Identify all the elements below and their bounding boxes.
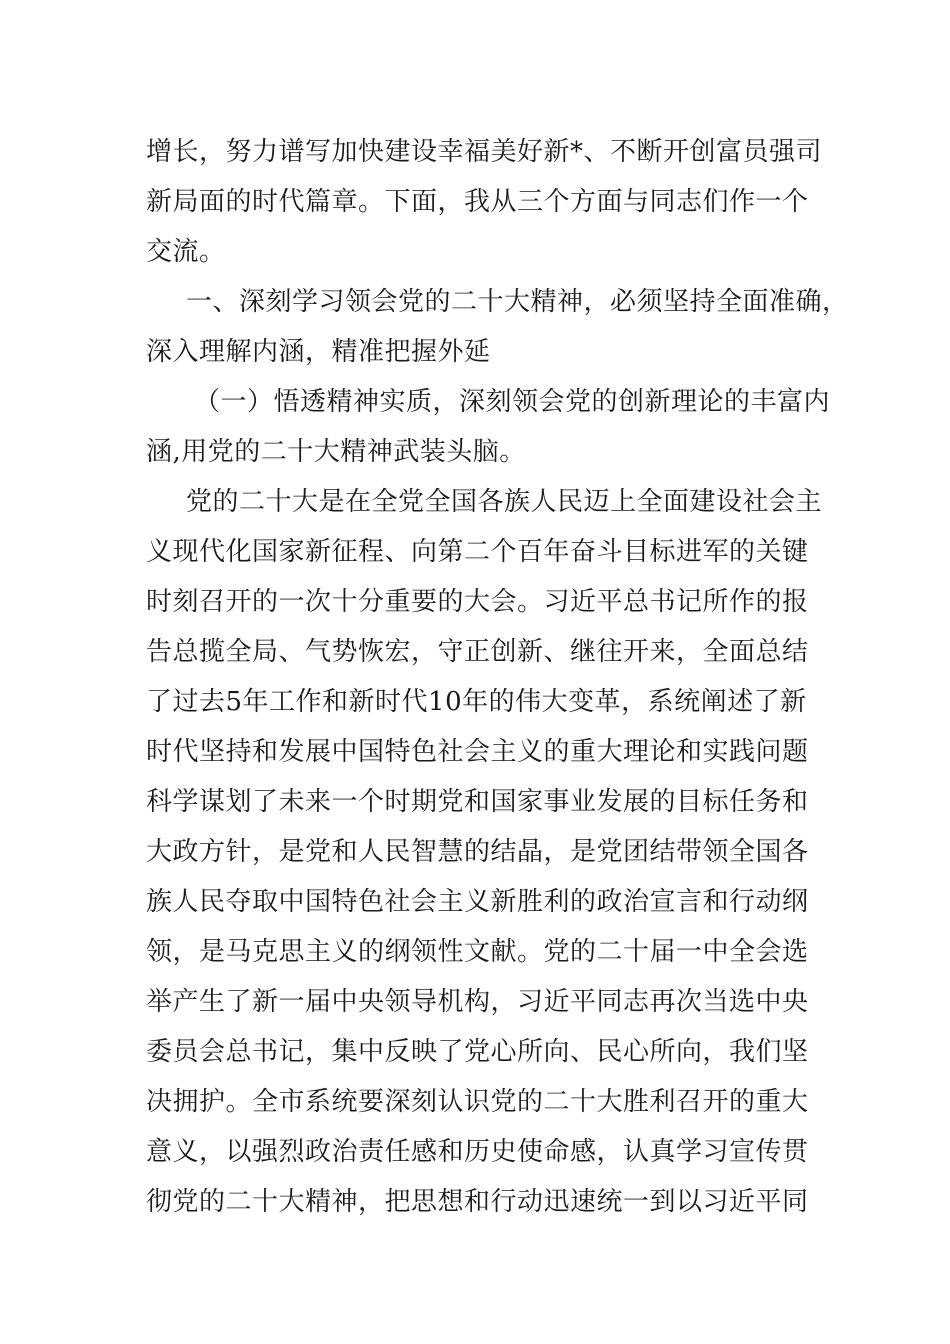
text-line: 告总揽全局、气势恢宏，守正创新、继往开来，全面总结 xyxy=(146,637,809,667)
text-line: 领，是马克思主义的纲领性文献。党的二十届一中全会选 xyxy=(146,937,809,967)
text-line: 新局面的时代篇章。下面，我从三个方面与同志们作一个 xyxy=(146,187,809,217)
text-line: 交流。 xyxy=(146,237,226,267)
paragraph-start: 党的二十大是在全党全国各族人民迈上全面建设社会主 xyxy=(186,487,823,517)
text-line: 时刻召开的一次十分重要的大会。习近平总书记所作的报 xyxy=(146,587,809,617)
text-line: 时代坚持和发展中国特色社会主义的重大理论和实践问题 xyxy=(146,737,809,767)
subsection-heading: （一）悟透精神实质，深刻领会党的创新理论的丰富内 xyxy=(194,387,831,417)
subsection-heading-cont: 涵,用党的二十大精神武装头脑。 xyxy=(146,437,526,467)
text-line: 意义，以强烈政治责任感和历史使命感，认真学习宣传贯 xyxy=(146,1137,809,1167)
text-line: 大政方针，是党和人民智慧的结晶，是党团结带领全国各 xyxy=(146,837,809,867)
text-line: 彻党的二十大精神，把思想和行动迅速统一到以习近平同 xyxy=(146,1187,809,1217)
section-heading: 一、深刻学习领会党的二十大精神，必须坚持全面准确， xyxy=(186,287,849,317)
text-line: 增长，努力谱写加快建设幸福美好新*、不断开创富员强司 xyxy=(146,137,823,167)
text-line: 举产生了新一届中央领导机构，习近平同志再次当选中央 xyxy=(146,987,809,1017)
text-line: 义现代化国家新征程、向第二个百年奋斗目标进军的关键 xyxy=(146,537,809,567)
text-line: 族人民夺取中国特色社会主义新胜利的政治宣言和行动纲 xyxy=(146,887,809,917)
text-line: 决拥护。全市系统要深刻认识党的二十大胜利召开的重大 xyxy=(146,1087,809,1117)
section-heading-cont: 深入理解内涵，精准把握外延 xyxy=(146,337,491,367)
text-line: 科学谋划了未来一个时期党和国家事业发展的目标任务和 xyxy=(146,787,809,817)
text-line: 委员会总书记，集中反映了党心所向、民心所向，我们坚 xyxy=(146,1037,809,1067)
text-line: 了过去5年工作和新时代10年的伟大变革，系统阐述了新 xyxy=(146,687,807,717)
